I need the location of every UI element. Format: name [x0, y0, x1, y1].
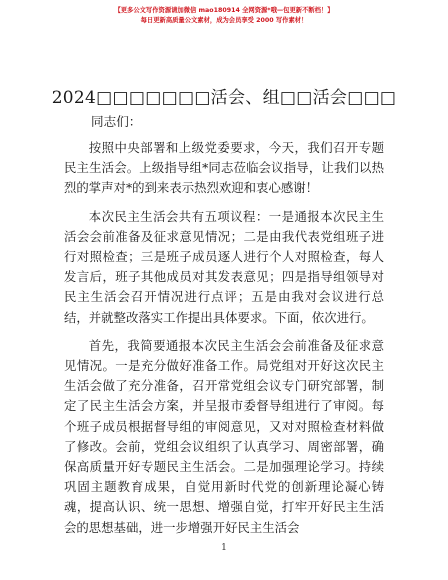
document-body: [64, 138, 384, 546]
paragraph: 首先，我简要通报本次民主生活会会前准备及征求意见情况。一是充分做好准备工作。局党组对开好这次民主生活会做了充分准备，召开常党组会议专门研究部署，制定了民主生活会方案，并呈报市委督导组进行了审阅。每个班子成员根据督导组的审阅意见，又对对照检查材料做了修改。会前，党组会议组织了认真学习、周密部署，确保高质量开好专题民主生活会。二是加强理论学习。持续巩固主题教育成果，自觉用新时代党的创新理论凝心铸魂，提高认识、统一思想、增强自觉，打牢开好民主生活会的思想基础，进一步增强开好民主生活会: [64, 337, 384, 535]
promo-banner: [0, 6, 448, 26]
greeting: 同志们：: [91, 114, 142, 129]
paragraph: 本次民主生活会共有五项议程：一是通报本次民主生活会会前准备及征求意见情况；二是由我代表党组班子进行对照检查；三是班子成员逐人进行个人对照检查，每人发言后，班子其他成员对其发表意见；四是指导组领导对民主生活会召开情况进行点评；五是由我对会议进行总结，并就整改落实工作提出具体要求。下面，依次进行。: [64, 208, 384, 325]
promo-banner-line-1: 【更多公文写作资源请加微信 mao180914 全网资源*哦—包更新不断档！】: [114, 7, 334, 14]
page-number: 1: [221, 543, 227, 553]
paragraph: 按照中央部署和上级党委要求，今天，我们召开专题民主生活会。上级指导组*同志莅临会议指导，让我们以热烈的掌声对*的到来表示热烈欢迎和衷心感谢！: [64, 140, 384, 196]
document-title: 2024□□□□□□□活会、组□□活会□□□: [51, 88, 397, 108]
promo-banner-line-2: 每日更新高质量公文素材，成为会员享受 2000 写作素材！: [140, 17, 308, 24]
